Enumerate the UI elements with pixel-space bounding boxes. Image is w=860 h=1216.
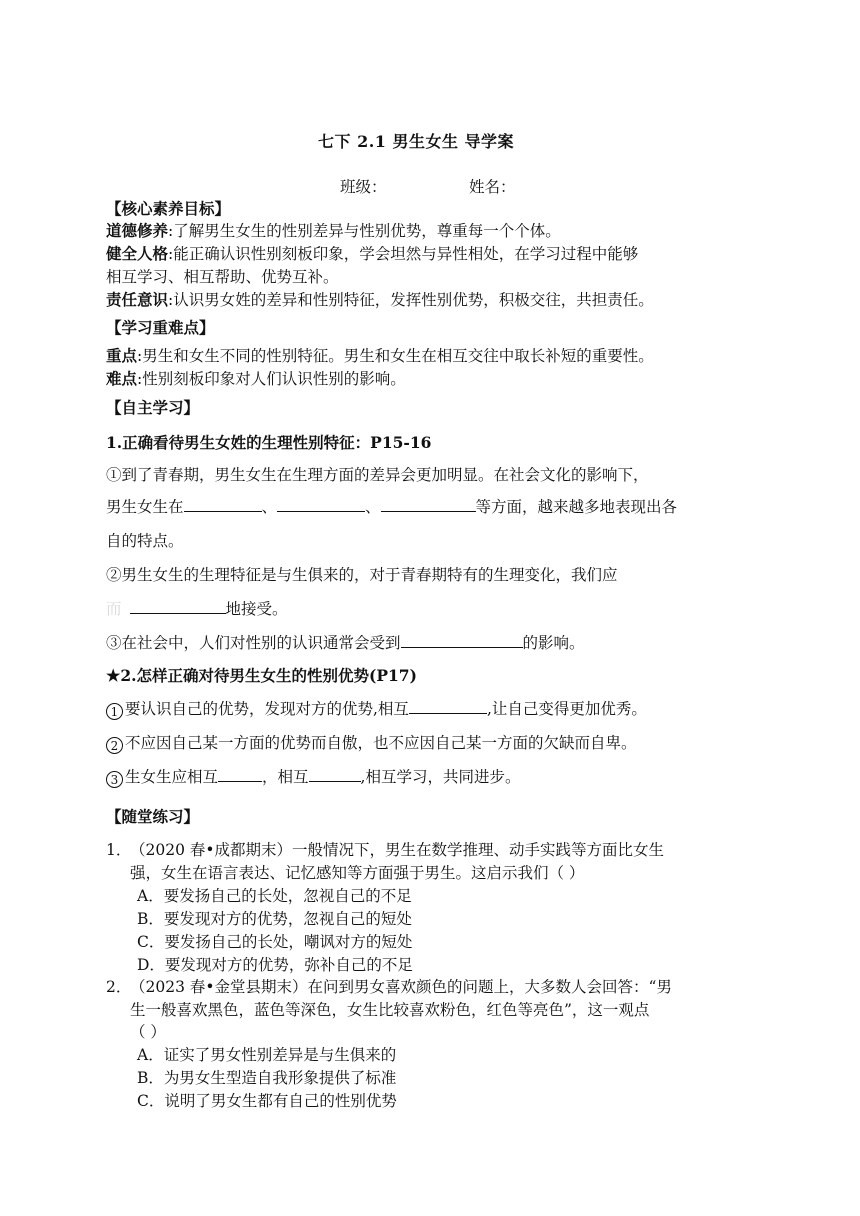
difficult-label: 难点: [106, 369, 138, 388]
section-header-key-points: 【学习重难点】: [106, 318, 215, 337]
practice-q2-number: 2．: [106, 978, 132, 996]
goal-text: :了解男生女生的性别差异与性别优势，尊重每一个个体。: [168, 222, 561, 240]
circled-number-icon: 1: [106, 703, 123, 720]
section-header-self-study: 【自主学习】: [106, 398, 200, 417]
difficult-text: :性别刻板印象对人们认识性别的影响。: [137, 370, 406, 388]
key-label: 重点: [106, 346, 138, 365]
fill-blank[interactable]: [218, 766, 262, 782]
name-label: 姓名：: [469, 178, 516, 196]
goal-label: 健全人格: [106, 244, 169, 263]
goal-label: 责任意识: [106, 290, 169, 309]
fill-blank[interactable]: [401, 632, 523, 648]
practice-q1-number: 1．: [106, 841, 132, 859]
option-a[interactable]: A．证实了男女性别差异是与生俱来的: [137, 1046, 397, 1064]
text: 不应因自己某一方面的优势而自傲，也不应因自己某一方面的欠缺而自卑。: [125, 734, 637, 752]
circled-number-icon: 3: [106, 771, 123, 788]
page-title: 七下 2.1 男生女生 导学案: [318, 132, 515, 151]
q1-paragraph-3: [106, 631, 585, 653]
goal-personality: [106, 242, 638, 264]
goal-label: 道德修养: [106, 221, 169, 240]
star-icon: ★: [106, 666, 121, 685]
circled-number-icon: 2: [106, 737, 123, 754]
practice-q1-line-2: 强，女生在语言表达、记忆感知等方面强于男生。这启示我们（ ）: [130, 864, 585, 882]
option-b[interactable]: B．为男女生型造自我形象提供了标准: [137, 1069, 397, 1087]
text: 男生女生在: [106, 498, 184, 516]
option-c[interactable]: C．说明了男女生都有自己的性别优势: [137, 1092, 397, 1110]
option-a[interactable]: A．要发扬自己的长处，忽视自己的不足: [137, 887, 412, 905]
fill-blank[interactable]: [130, 598, 226, 614]
goal-text: :认识男女姓的差异和性别特征，发挥性别优势，积极交往，共担责任。: [168, 291, 654, 309]
q1-paragraph-1-line-3: 自的特点。: [106, 532, 184, 550]
q1-paragraph-2-line-1: ②男生女生的生理特征是与生俱来的，对于青春期特有的生理变化，我们应: [106, 566, 618, 584]
section-header-core-goals: 【核心素养目标】: [106, 199, 231, 218]
goal-text: :能正确认识性别刻板印象，学会坦然与异性相处，在学习过程中能够: [168, 245, 639, 263]
practice-q2-line-1: （2023 春•金堂县期末）在问到男女喜欢颜色的问题上，大多数人会回答：“男: [130, 978, 672, 996]
q2-item-2: [106, 731, 637, 754]
q2-item-1: [106, 697, 647, 720]
text: ,相互学习，共同进步。: [360, 768, 521, 786]
text: 等方面，越来越多地表现出各: [475, 498, 678, 516]
separator: 、: [261, 498, 278, 516]
faint-text: 而: [106, 600, 122, 618]
question-2-title-text: 2.怎样正确对待男生女生的性别优势(P17): [120, 666, 417, 685]
practice-q2-line-3: （ ）: [130, 1023, 166, 1041]
question-2-title: [106, 664, 417, 686]
separator: 、: [365, 498, 381, 516]
practice-q1-line-1: （2020 春•成都期末）一般情况下，男生在数学推理、动手实践等方面比女生: [130, 841, 665, 859]
goal-moral: [106, 219, 561, 241]
option-b[interactable]: B．要发现对方的优势，忽视自己的短处: [137, 910, 412, 928]
q1-paragraph-1-line-2: [106, 495, 677, 517]
text: 要认识自己的优势，发现对方的优势,相互: [125, 700, 409, 718]
fill-blank[interactable]: [381, 496, 476, 512]
fill-blank[interactable]: [184, 496, 262, 512]
class-label: 班级：: [340, 178, 387, 196]
text: ，相互: [262, 768, 309, 786]
q2-item-3: [106, 765, 520, 788]
goal-responsibility: [106, 288, 654, 310]
text: 地接受。: [225, 600, 288, 618]
difficult-point: [106, 367, 406, 389]
question-1-title: 1.正确看待男生女姓的生理性别特征：P15-16: [106, 433, 432, 452]
q1-paragraph-2-line-2: [106, 597, 288, 619]
fill-blank[interactable]: [309, 766, 361, 782]
text: ③在社会中，人们对性别的认识通常会受到: [106, 634, 401, 652]
practice-q2-line-2: 生一般喜欢黑色，蓝色等深色，女生比较喜欢粉色，红色等亮色”，这一观点: [130, 1001, 650, 1019]
section-header-practice: 【随堂练习】: [106, 807, 200, 826]
text: 的影响。: [522, 634, 585, 652]
goal-personality-cont: 相互学习、相互帮助、优势互补。: [106, 268, 339, 286]
option-c[interactable]: C．要发扬自己的长处，嘲讽对方的短处: [137, 933, 413, 951]
text: ,让自己变得更加优秀。: [486, 700, 647, 718]
text: 生女生应相互: [125, 768, 219, 786]
fill-blank[interactable]: [409, 698, 487, 714]
option-d[interactable]: D．要发现对方的优势，弥补自己的不足: [137, 956, 413, 974]
q1-paragraph-1-line-1: ①到了青春期，男生女生在生理方面的差异会更加明显。在社会文化的影响下，: [106, 466, 649, 484]
key-point: [106, 344, 654, 366]
key-text: :男生和女生不同的性别特征。男生和女生在相互交往中取长补短的重要性。: [137, 347, 654, 365]
fill-blank[interactable]: [277, 496, 365, 512]
